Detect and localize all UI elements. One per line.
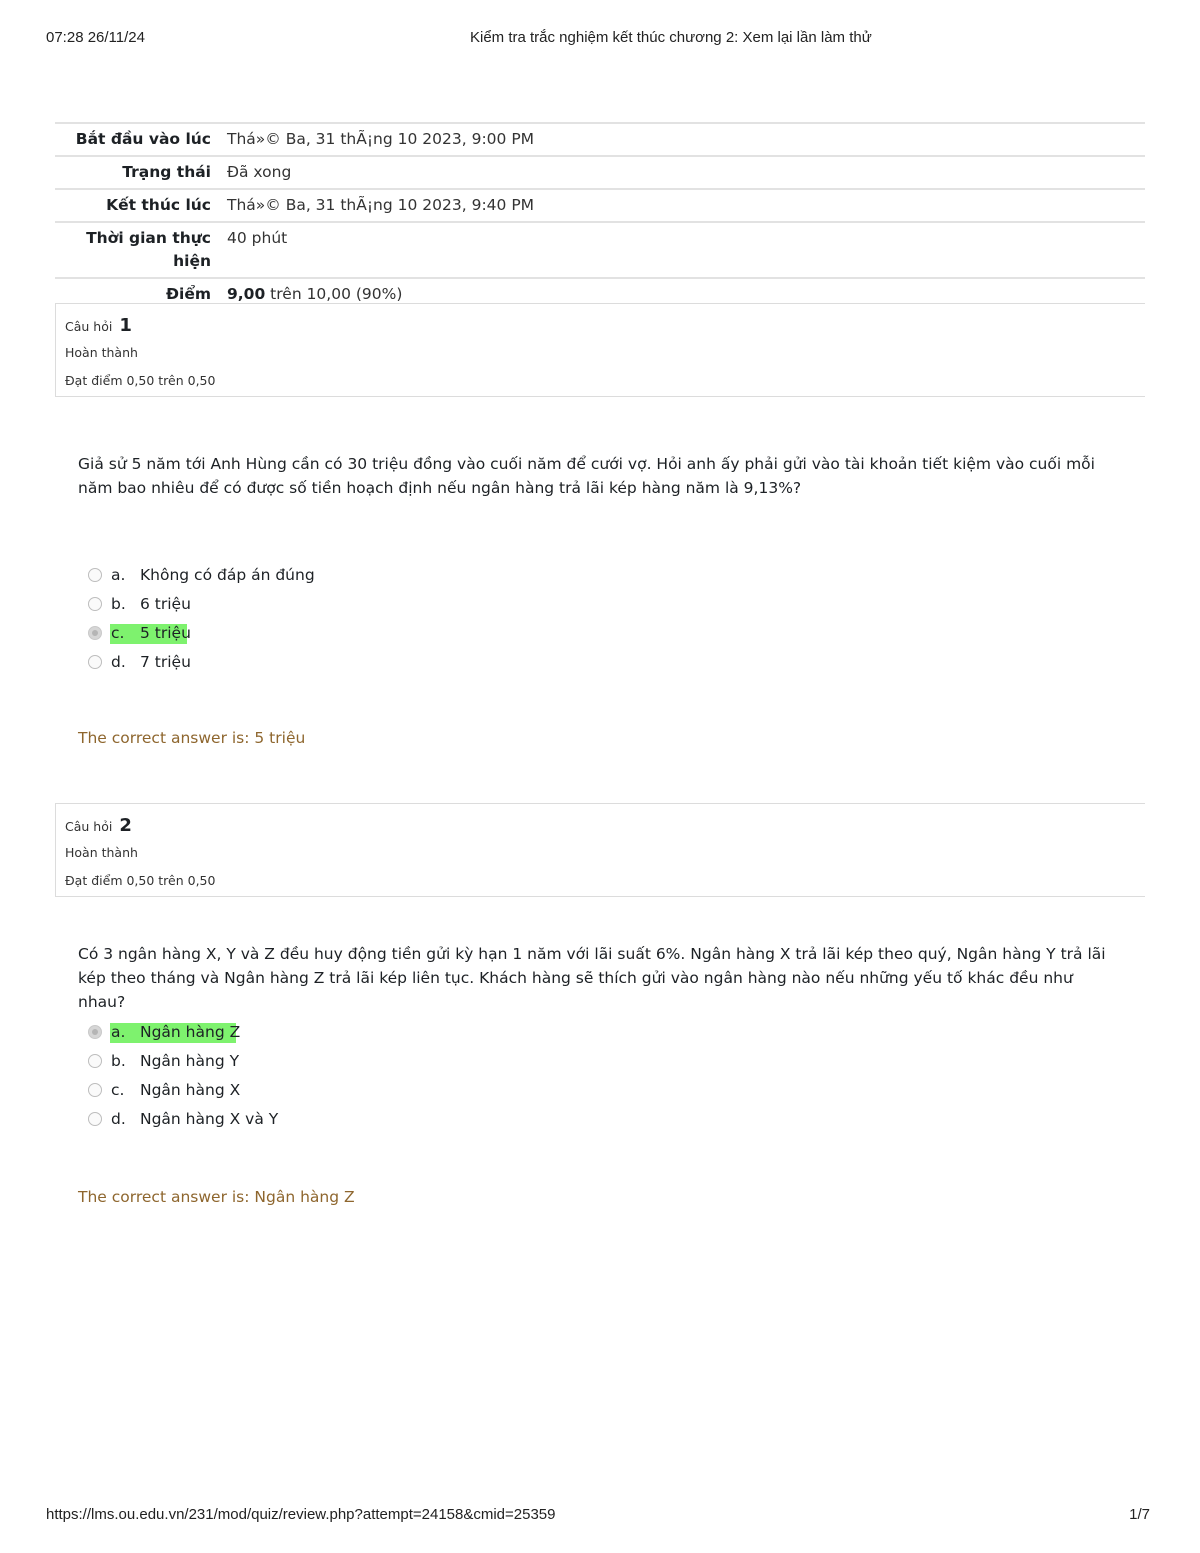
radio-button[interactable] bbox=[88, 655, 102, 669]
print-header bbox=[46, 29, 1154, 49]
summary-label: Trạng thái bbox=[122, 163, 211, 181]
radio-button[interactable] bbox=[88, 597, 102, 611]
print-page-number: 1/7 bbox=[1129, 1506, 1150, 1523]
radio-button[interactable] bbox=[88, 1054, 102, 1068]
answer-text: Ngân hàng X và Y bbox=[140, 1110, 279, 1128]
answer-text: Ngân hàng Z bbox=[140, 1023, 241, 1041]
radio-button[interactable] bbox=[88, 568, 102, 582]
answer-text: 6 triệu bbox=[140, 595, 191, 613]
summary-value: Thá»© Ba, 31 thÃ¡ng 10 2023, 9:40 PM bbox=[227, 196, 535, 214]
summary-label: Bắt đầu vào lúc bbox=[75, 130, 211, 148]
answer-letter: b. bbox=[111, 595, 126, 613]
question-grade: Đạt điểm 0,50 trên 0,50 bbox=[65, 873, 216, 888]
summary-row-completed bbox=[55, 189, 1145, 222]
question-text-2: Có 3 ngân hàng X, Y và Z đều huy động tiền gửi kỳ hạn 1 năm với lãi suất 6%. Ngân hàng X trả lãi kép theo quý, Ngân hàng Y trả lãi kép theo tháng và Ngân hàng Z trả lãi kép liên tục. Khách hàng sẽ thích gửi vào ngân hàng nào nếu những yếu tố khác đều như nhau? bbox=[78, 945, 1106, 1011]
question-number-value: 2 bbox=[119, 815, 132, 836]
question-label: Câu hỏi bbox=[65, 819, 113, 834]
summary-row-time-taken bbox=[55, 222, 1145, 278]
answer-text: 5 triệu bbox=[140, 624, 191, 642]
right-answer-feedback-1: The correct answer is: 5 triệu bbox=[78, 729, 306, 747]
question-text-1: Giả sử 5 năm tới Anh Hùng cần có 30 triệu đồng vào cuối năm để cưới vợ. Hỏi anh ấy phải gửi vào tài khoản tiết kiệm vào cuối mỗi năm bao nhiêu để có được số tiền hoạch định nếu ngân hàng trả lãi kép hàng năm là 9,13%? bbox=[78, 455, 1095, 497]
grade-out-of: trên 10,00 (90%) bbox=[265, 285, 403, 303]
question-number bbox=[65, 815, 132, 836]
question-number bbox=[65, 315, 132, 336]
summary-value: Đã xong bbox=[227, 163, 292, 181]
answer-letter: a. bbox=[111, 566, 126, 584]
question-info-2 bbox=[55, 803, 1145, 897]
question-state: Hoàn thành bbox=[65, 345, 138, 360]
question-label: Câu hỏi bbox=[65, 319, 113, 334]
radio-button-selected[interactable] bbox=[88, 626, 102, 640]
answer-text: Ngân hàng Y bbox=[140, 1052, 240, 1070]
answer-text: 7 triệu bbox=[140, 653, 191, 671]
question-info-1 bbox=[55, 303, 1145, 397]
answer-letter: d. bbox=[111, 1110, 126, 1128]
question-state: Hoàn thành bbox=[65, 845, 138, 860]
summary-value: 40 phút bbox=[227, 229, 288, 247]
answer-text: Không có đáp án đúng bbox=[140, 566, 315, 584]
question-number-value: 1 bbox=[119, 315, 132, 336]
print-footer bbox=[46, 1506, 1154, 1526]
summary-label: Thời gian thực hiện bbox=[86, 229, 211, 270]
answer-letter: d. bbox=[111, 653, 126, 671]
attempt-summary-table bbox=[55, 122, 1145, 310]
answer-text: Ngân hàng X bbox=[140, 1081, 241, 1099]
summary-label: Kết thúc lúc bbox=[106, 196, 211, 214]
grade-score: 9,00 bbox=[227, 285, 266, 303]
answer-letter: b. bbox=[111, 1052, 126, 1070]
radio-button-selected[interactable] bbox=[88, 1025, 102, 1039]
summary-row-started bbox=[55, 123, 1145, 156]
answer-letter: a. bbox=[111, 1023, 126, 1041]
summary-value: Thá»© Ba, 31 thÃ¡ng 10 2023, 9:00 PM bbox=[227, 130, 535, 148]
print-datetime: 07:28 26/11/24 bbox=[46, 29, 145, 46]
radio-button[interactable] bbox=[88, 1112, 102, 1126]
print-url: https://lms.ou.edu.vn/231/mod/quiz/review.php?attempt=24158&cmid=25359 bbox=[46, 1506, 556, 1523]
answer-letter: c. bbox=[111, 624, 125, 642]
right-answer-feedback-2: The correct answer is: Ngân hàng Z bbox=[78, 1188, 355, 1206]
summary-row-state bbox=[55, 156, 1145, 189]
radio-button[interactable] bbox=[88, 1083, 102, 1097]
question-grade: Đạt điểm 0,50 trên 0,50 bbox=[65, 373, 216, 388]
summary-label: Điểm bbox=[166, 285, 211, 303]
answer-letter: c. bbox=[111, 1081, 125, 1099]
print-page-title: Kiểm tra trắc nghiệm kết thúc chương 2: Xem lại lần làm thử bbox=[470, 29, 872, 46]
